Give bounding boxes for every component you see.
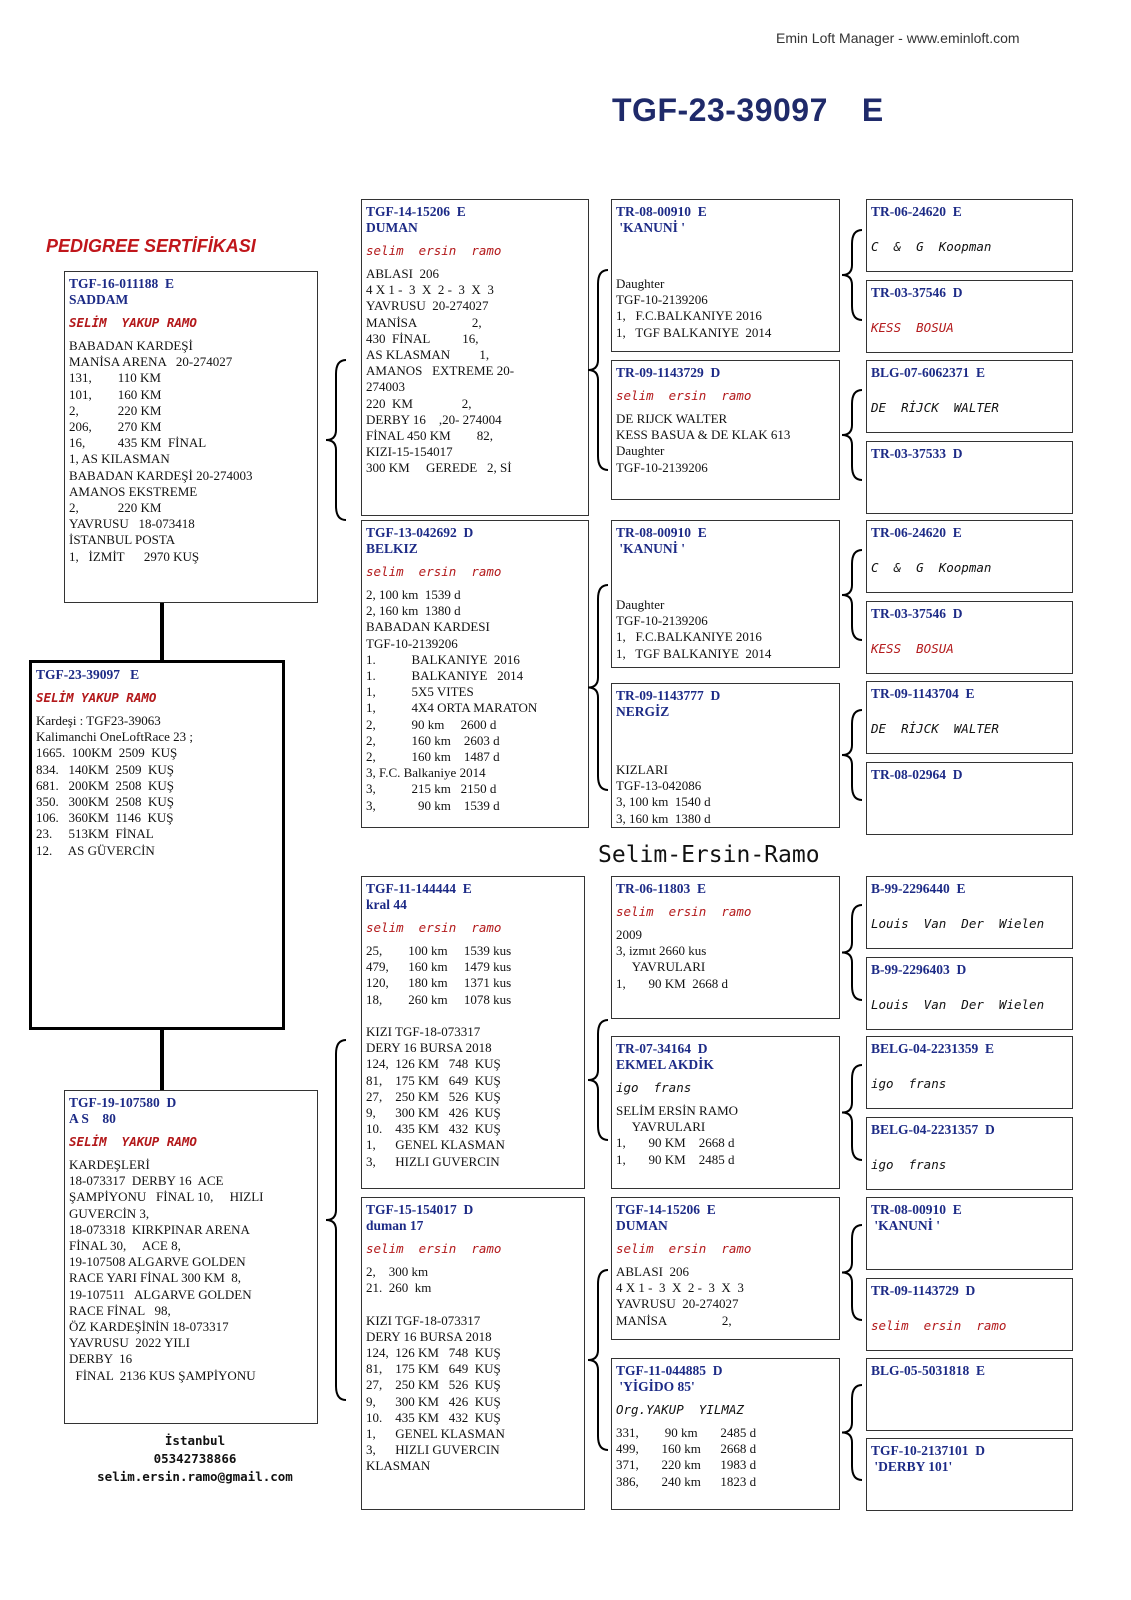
- performance-line: 1, 90 KM 2485 d: [616, 1151, 735, 1167]
- pigeon-name: A S 80: [69, 1111, 116, 1126]
- performance-line: 2, 160 km 1380 d: [366, 603, 461, 619]
- performance-line: 499, 160 km 2668 d: [616, 1441, 757, 1457]
- performance-line: YAVRUSU 20-274027: [616, 1296, 739, 1312]
- breeder-name: igo frans: [871, 1157, 947, 1172]
- pigeon-name: NERGİZ: [616, 704, 670, 719]
- breeder-name: selim ersin ramo: [366, 920, 502, 935]
- breeder-name: DE RİJCK WALTER: [871, 721, 999, 736]
- performance-line: 1, 90 KM 2668 d: [616, 1135, 735, 1151]
- ring-number: TR-08-00910 E: [616, 204, 707, 219]
- ring-number: BLG-05-5031818 E: [871, 1363, 986, 1378]
- ring-number: TR-09-1143777 D: [616, 688, 721, 703]
- performance-line: MANİSA 2,: [366, 314, 482, 330]
- performance-line: 10. 435 KM 432 KUŞ: [366, 1121, 501, 1137]
- pigeon-name: 'DERBY 101': [871, 1459, 953, 1474]
- performance-line: 331, 90 km 2485 d: [616, 1425, 757, 1440]
- performance-line: 1. BALKANIYE 2016: [366, 651, 520, 667]
- performance-line: DE RIJCK WALTER: [616, 411, 728, 426]
- pigeon-name: 'KANUNİ ': [616, 220, 686, 235]
- brace-connector: [842, 390, 862, 480]
- brace-connector: [326, 1040, 346, 1400]
- pigeon-sex: E: [861, 92, 884, 128]
- performance-line: 120, 180 km 1371 kus: [366, 975, 512, 991]
- ring-number: TR-08-00910 E: [871, 1202, 962, 1217]
- pigeon-name: kral 44: [366, 897, 407, 912]
- performance-line: ÖZ KARDEŞİNİN 18-073317: [69, 1319, 229, 1335]
- ring-number: TGF-15-154017 D: [366, 1202, 474, 1217]
- performance-line: TGF-10-2139206: [616, 459, 708, 475]
- breeder-name: C & G Koopman: [871, 560, 992, 575]
- performance-line: 3, F.C. Balkaniye 2014: [366, 765, 486, 781]
- performance-line: 124, 126 KM 748 KUŞ: [366, 1345, 501, 1361]
- performance-line: 2, 220 KM: [69, 500, 162, 516]
- brace-connector: [842, 905, 862, 1000]
- performance-line: 1, F.C.BALKANIYE 2016: [616, 308, 762, 324]
- ring-number: TR-08-02964 D: [871, 767, 963, 782]
- brace-connector: [588, 270, 608, 470]
- contact-block: [60, 1432, 330, 1486]
- brace-connector: [588, 1020, 608, 1140]
- ring-number: TR-08-00910 E: [616, 525, 707, 540]
- pigeon-name: SADDAM: [69, 292, 129, 307]
- performance-line: 1, GENEL KLASMAN: [366, 1426, 505, 1442]
- performance-line: 27, 250 KM 526 KUŞ: [366, 1088, 501, 1104]
- brace-connector: [842, 1385, 862, 1480]
- performance-line: 9, 300 KM 426 KUŞ: [366, 1105, 501, 1121]
- ring-number: TGF-11-144444 E: [366, 881, 472, 896]
- ring-number: TGF-13-042692 D: [366, 525, 474, 540]
- brace-connector: [842, 1225, 862, 1320]
- performance-line: DERY 16 BURSA 2018: [366, 1328, 492, 1344]
- ring-number: TR-06-11803 E: [616, 881, 707, 896]
- performance-line: 101, 160 KM: [69, 386, 162, 402]
- performance-line: 1, TGF BALKANIYE 2014: [616, 645, 772, 661]
- performance-line: 1, AS KILASMAN: [69, 451, 170, 467]
- performance-line: AMANOS EXTREME 20-: [366, 363, 515, 379]
- pigeon-name: EKMEL AKDİK: [616, 1057, 714, 1072]
- performance-line: 9, 300 KM 426 KUŞ: [366, 1393, 501, 1409]
- breeder-name: KESS BOSUA: [871, 320, 954, 335]
- ring-number: TR-09-1143729 D: [616, 365, 721, 380]
- pigeon-name: duman 17: [366, 1218, 424, 1233]
- performance-line: 681. 200KM 2508 KUŞ: [36, 777, 174, 793]
- performance-line: 12. AS GÜVERCİN: [36, 842, 155, 858]
- breeder-name: selim ersin ramo: [366, 1241, 502, 1256]
- performance-line: 19-107508 ALGARVE GOLDEN: [69, 1254, 246, 1270]
- brace-connector: [842, 710, 862, 800]
- performance-line: 18, 260 km 1078 kus: [366, 991, 512, 1007]
- breeder-name: SELİM YAKUP RAMO: [69, 315, 197, 330]
- breeder-name: selim ersin ramo: [871, 1318, 1007, 1333]
- performance-line: BABADAN KARDEŞİ: [69, 338, 193, 353]
- ring-number: B-99-2296403 D: [871, 962, 967, 977]
- ring-number: TR-06-24620 E: [871, 525, 962, 540]
- ring-number: TR-07-34164 D: [616, 1041, 708, 1056]
- performance-line: MANİSA ARENA 20-274027: [69, 354, 233, 370]
- performance-line: 1, GENEL KLASMAN: [366, 1137, 505, 1153]
- performance-line: GUVERCİN 3,: [69, 1205, 150, 1221]
- performance-line: 371, 220 km 1983 d: [616, 1457, 757, 1473]
- breeder-name: igo frans: [871, 1076, 947, 1091]
- performance-line: KLASMAN: [366, 1458, 431, 1474]
- performance-line: 479, 160 km 1479 kus: [366, 959, 512, 975]
- performance-line: 81, 175 KM 649 KUŞ: [366, 1361, 501, 1377]
- breeder-name: KESS BOSUA: [871, 641, 954, 656]
- performance-line: FİNAL 450 KM 82,: [366, 428, 493, 444]
- ring-number: TR-03-37546 D: [871, 606, 963, 621]
- ring-number: TR-09-1143729 D: [871, 1283, 976, 1298]
- performance-line: 834. 140KM 2509 KUŞ: [36, 761, 174, 777]
- brace-connector: [326, 360, 346, 520]
- breeder-name: selim ersin ramo: [616, 904, 752, 919]
- performance-line: 18-073318 KIRKPINAR ARENA: [69, 1221, 250, 1237]
- breeder-name: selim ersin ramo: [366, 243, 502, 258]
- ring-number: BELG-04-2231359 E: [871, 1041, 995, 1056]
- performance-line: 18-073317 DERBY 16 ACE: [69, 1173, 224, 1189]
- performance-line: KIZLARI: [616, 762, 668, 777]
- loft-name: Selim-Ersin-Ramo: [598, 842, 820, 868]
- performance-line: TGF-10-2139206: [616, 613, 708, 629]
- contact-email: selim.ersin.ramo@gmail.com: [97, 1469, 293, 1484]
- performance-line: 1, F.C.BALKANIYE 2016: [616, 629, 762, 645]
- performance-line: 2, 160 km 2603 d: [366, 732, 500, 748]
- performance-line: FİNAL 30, ACE 8,: [69, 1238, 181, 1254]
- performance-line: 3, 100 km 1540 d: [616, 794, 711, 810]
- breeder-name: DE RİJCK WALTER: [871, 400, 999, 415]
- performance-line: 25, 100 km 1539 kus: [366, 943, 512, 958]
- ring-number: B-99-2296440 E: [871, 881, 966, 896]
- performance-line: 10. 435 KM 432 KUŞ: [366, 1409, 501, 1425]
- pigeon-ring: TGF-23-39097: [612, 92, 828, 128]
- performance-line: 3, HIZLI GUVERCIN: [366, 1442, 500, 1458]
- performance-line: Kalimanchi OneLoftRace 23 ;: [36, 729, 194, 745]
- breeder-name: Org.YAKUP YILMAZ: [616, 1402, 744, 1417]
- performance-line: MANİSA 2,: [616, 1312, 732, 1328]
- performance-line: 206, 270 KM: [69, 419, 162, 435]
- performance-line: 3, 160 km 1380 d: [616, 810, 711, 826]
- performance-line: 2, 100 km 1539 d: [366, 587, 461, 602]
- ring-number: TGF-23-39097 E: [36, 667, 140, 682]
- certificate-title: PEDIGREE SERTİFİKASI: [46, 236, 256, 256]
- performance-line: ŞAMPİYONU FİNAL 10, HIZLI: [69, 1189, 264, 1205]
- performance-line: 430 FİNAL 16,: [366, 330, 479, 346]
- performance-line: SELİM ERSİN RAMO: [616, 1103, 739, 1118]
- breeder-name: igo frans: [616, 1080, 692, 1095]
- ring-number: TR-09-1143704 E: [871, 686, 975, 701]
- pigeon-name: DUMAN: [366, 220, 418, 235]
- contact-phone: 05342738866: [153, 1451, 237, 1466]
- performance-line: 16, 435 KM FİNAL: [69, 435, 207, 451]
- performance-line: 2009: [616, 927, 642, 942]
- breeder-name: Louis Van Der Wielen: [871, 997, 1045, 1012]
- performance-line: 1, İZMİT 2970 KUŞ: [69, 548, 200, 564]
- performance-line: 21. 260 km: [366, 1280, 432, 1296]
- performance-line: 106. 360KM 1146 KUŞ: [36, 810, 174, 826]
- performance-line: 4 X 1 - 3 X 2 - 3 X 3: [366, 282, 494, 298]
- breeder-name: selim ersin ramo: [616, 388, 752, 403]
- brace-connector: [588, 1270, 608, 1450]
- pigeon-name: DUMAN: [616, 1218, 668, 1233]
- brace-connector: [842, 550, 862, 640]
- ring-number: TR-03-37533 D: [871, 446, 963, 461]
- ring-number: TGF-11-044885 D: [616, 1363, 723, 1378]
- performance-line: YAVRUSU 18-073418: [69, 516, 195, 532]
- ring-number: TGF-16-011188 E: [69, 276, 175, 291]
- performance-line: 300 KM GEREDE 2, Sİ: [366, 460, 512, 476]
- performance-line: Daughter: [616, 276, 665, 291]
- performance-line: TGF-10-2139206: [616, 292, 708, 308]
- performance-line: YAVRULARI: [616, 959, 706, 975]
- pigeon-name: 'KANUNİ ': [616, 541, 686, 556]
- performance-line: 3, HIZLI GUVERCIN: [366, 1153, 500, 1169]
- performance-line: YAVRUSU 2022 YILI: [69, 1335, 190, 1351]
- brace-connector: [842, 230, 862, 320]
- performance-line: İSTANBUL POSTA: [69, 532, 176, 548]
- performance-line: 131, 110 KM: [69, 370, 161, 386]
- performance-line: 81, 175 KM 649 KUŞ: [366, 1072, 501, 1088]
- performance-line: 3, 215 km 2150 d: [366, 781, 497, 797]
- performance-line: DERBY 16: [69, 1351, 133, 1367]
- breeder-name: Louis Van Der Wielen: [871, 916, 1045, 931]
- performance-line: Kardeşi : TGF23-39063: [36, 713, 161, 728]
- pigeon-name: 'YİGİDO 85': [616, 1379, 695, 1394]
- performance-line: 19-107511 ALGARVE GOLDEN: [69, 1286, 252, 1302]
- ring-number: BELG-04-2231357 D: [871, 1122, 995, 1137]
- performance-line: KARDEŞLERİ: [69, 1157, 150, 1172]
- performance-line: 2, 300 km: [366, 1264, 429, 1279]
- performance-line: 1, 4X4 ORTA MARATON: [366, 700, 538, 716]
- performance-line: 3, izmıt 2660 kus: [616, 943, 707, 959]
- performance-line: KIZI TGF-18-073317: [366, 1024, 481, 1040]
- performance-line: ABLASI 206: [616, 1264, 689, 1279]
- ring-number: TGF-10-2137101 D: [871, 1443, 985, 1458]
- performance-line: ABLASI 206: [366, 266, 439, 281]
- contact-city: İstanbul: [164, 1433, 226, 1448]
- pigeon-name: BELKIZ: [366, 541, 418, 556]
- breeder-name: SELİM YAKUP RAMO: [69, 1134, 197, 1149]
- performance-line: RACE YARI FİNAL 300 KM 8,: [69, 1270, 242, 1286]
- performance-line: AS KLASMAN 1,: [366, 347, 490, 363]
- performance-line: 1, TGF BALKANIYE 2014: [616, 324, 772, 340]
- performance-line: 2, 220 KM: [69, 402, 162, 418]
- performance-line: 27, 250 KM 526 KUŞ: [366, 1377, 501, 1393]
- pigeon-name: 'KANUNİ ': [871, 1218, 941, 1233]
- performance-line: KIZI-15-154017: [366, 444, 453, 460]
- performance-line: KIZI TGF-18-073317: [366, 1312, 481, 1328]
- performance-line: TGF-10-2139206: [366, 635, 458, 651]
- ring-number: TR-03-37546 D: [871, 285, 963, 300]
- performance-line: 1, 5X5 VITES: [366, 684, 474, 700]
- ring-number: TGF-14-15206 E: [366, 204, 466, 219]
- performance-line: 2, 90 km 2600 d: [366, 716, 497, 732]
- performance-line: 1, 90 KM 2668 d: [616, 975, 728, 991]
- performance-line: AMANOS EKSTREME: [69, 483, 198, 499]
- software-header: Emin Loft Manager - www.eminloft.com: [776, 30, 1020, 46]
- breeder-name: selim ersin ramo: [366, 564, 502, 579]
- performance-line: KESS BASUA & DE KLAK 613: [616, 427, 791, 443]
- performance-line: 350. 300KM 2508 KUŞ: [36, 794, 174, 810]
- performance-line: 1. BALKANIYE 2014: [366, 668, 524, 684]
- brace-connector: [842, 1065, 862, 1160]
- performance-line: BABADAN KARDEŞİ 20-274003: [69, 467, 253, 483]
- performance-line: FİNAL 2136 KUS ŞAMPİYONU: [69, 1367, 256, 1383]
- performance-line: 124, 126 KM 748 KUŞ: [366, 1056, 501, 1072]
- breeder-name: selim ersin ramo: [616, 1241, 752, 1256]
- breeder-name: SELİM YAKUP RAMO: [36, 690, 157, 705]
- performance-line: 1665. 100KM 2509 KUŞ: [36, 745, 178, 761]
- brace-connector: [588, 585, 608, 790]
- performance-line: BABADAN KARDESI: [366, 619, 490, 635]
- performance-line: DERBY 16 ,20- 274004: [366, 411, 502, 427]
- performance-line: TGF-13-042086: [616, 778, 702, 794]
- ring-number: TGF-14-15206 E: [616, 1202, 716, 1217]
- performance-line: 386, 240 km 1823 d: [616, 1473, 757, 1489]
- performance-line: 274003: [366, 379, 405, 395]
- performance-line: 3, 90 km 1539 d: [366, 797, 500, 813]
- performance-line: Daughter: [616, 443, 665, 459]
- breeder-name: C & G Koopman: [871, 239, 992, 254]
- performance-line: 2, 160 km 1487 d: [366, 749, 500, 765]
- performance-line: 4 X 1 - 3 X 2 - 3 X 3: [616, 1280, 744, 1296]
- ring-number: TGF-19-107580 D: [69, 1095, 177, 1110]
- performance-line: Daughter: [616, 597, 665, 612]
- performance-line: 220 KM 2,: [366, 395, 472, 411]
- ring-number: TR-06-24620 E: [871, 204, 962, 219]
- ring-number: BLG-07-6062371 E: [871, 365, 986, 380]
- performance-line: YAVRUSU 20-274027: [366, 298, 489, 314]
- performance-line: YAVRULARI: [616, 1119, 706, 1135]
- performance-line: 23. 513KM FİNAL: [36, 826, 154, 842]
- performance-line: DERY 16 BURSA 2018: [366, 1040, 492, 1056]
- performance-line: RACE FİNAL 98,: [69, 1302, 171, 1318]
